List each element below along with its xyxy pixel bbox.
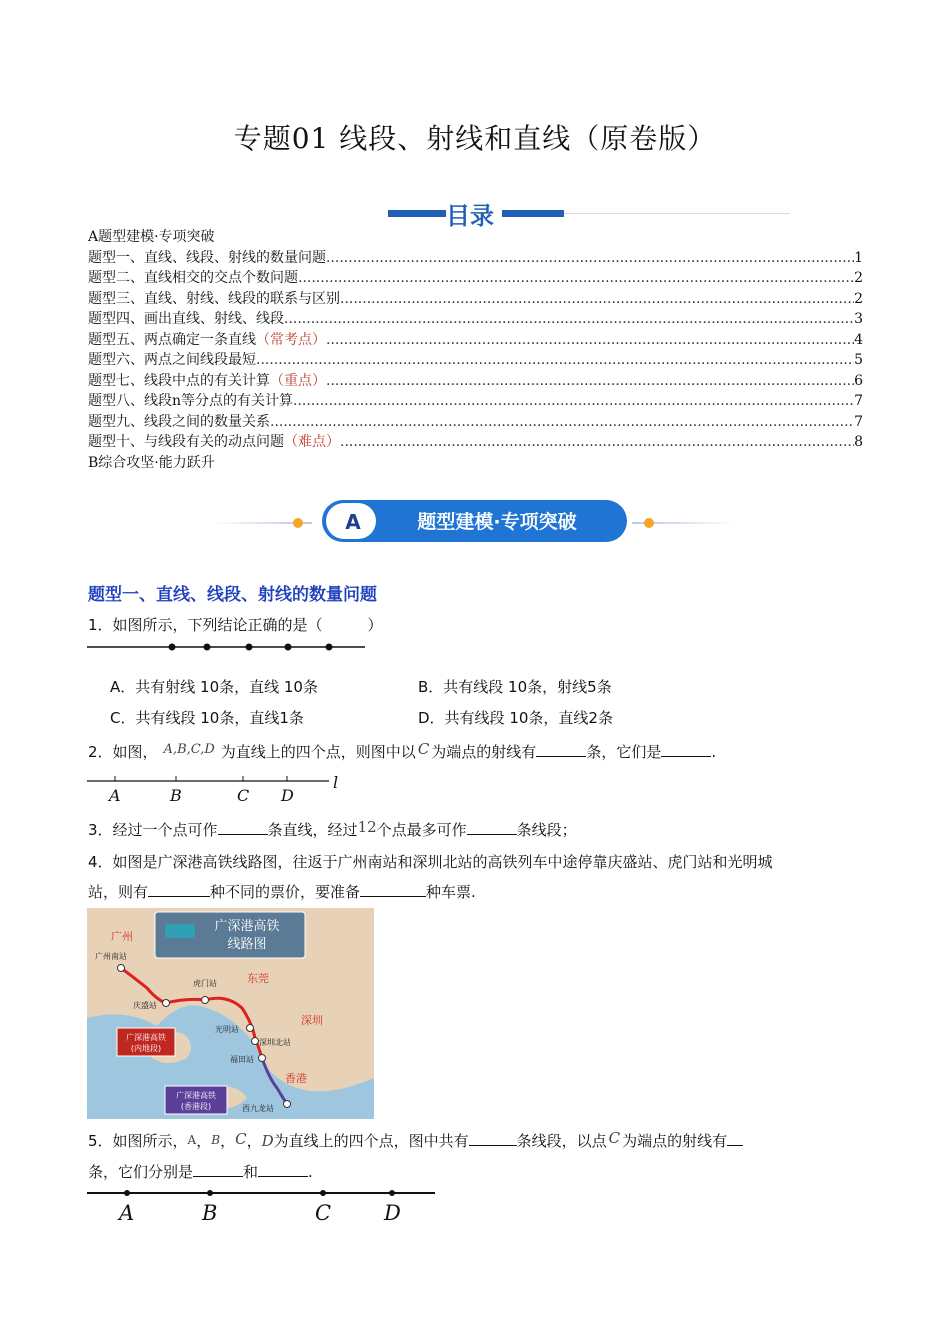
toc-item-leader [326,248,854,269]
toc-item-page: 2 [854,290,863,307]
q2-vars: A,B,C,D [163,742,215,757]
question-4-line-2 [88,881,476,902]
toc-heading-text: 目录 [446,202,494,230]
q2-line-figure [87,770,357,806]
toc-item-leader [293,391,854,412]
q1-line-figure [87,640,367,654]
toc-item[interactable] [88,330,863,351]
q2-blank-1[interactable] [536,742,586,757]
q1-option-b[interactable]: B．共有线段 10条，射线5条 [418,678,612,696]
q5-line-figure [87,1184,439,1226]
toc-item-leader [270,412,854,433]
toc-item[interactable] [88,391,863,412]
map-title-1: 广深港高铁 [214,919,280,934]
q4-mid: 种不同的票价，要准备 [210,883,361,901]
q2-mid: 为直线上的四个点，则图中以 [220,743,416,761]
toc-item[interactable] [88,289,863,310]
map-station-gm: 光明站 [215,1025,239,1034]
q5-b: B [211,1133,221,1147]
toc-item-page: 5 [854,352,863,368]
toc-item-leader [326,371,854,392]
toc-item-tag: （重点） [270,372,326,389]
q1-option-a[interactable]: A．共有射线 10条，直线 10条 [110,678,318,696]
q2-end: . [711,743,717,761]
section-title: 题型一、直线、线段、射线的数量问题 [88,585,377,605]
q5-point-label: B [202,1201,218,1225]
q2-point-label: B [170,786,182,805]
railway-map [87,908,374,1119]
toc-item-label: 题型三、直线、射线、线段的联系与区别 [88,290,340,307]
toc-item-page: 7 [854,413,863,430]
toc-item-tag: （难点） [284,434,340,450]
map-station-gzn: 广州南站 [95,952,127,961]
map-legend-2a: 广深港高铁 [176,1091,216,1100]
toc-item[interactable] [88,268,863,289]
map-station-xjl: 西九龙站 [242,1104,274,1113]
question-1-stem: 1．如图所示，下列结论正确的是（ ） [88,616,383,634]
q5-blank-4[interactable] [258,1162,308,1177]
map-station-ft: 福田站 [230,1055,254,1064]
toc-item-label: 题型十、与线段有关的动点问题 [88,434,284,450]
q3-num: 12 [357,818,377,836]
q5-mid: 为直线上的四个点，图中共有 [273,1132,469,1150]
toc-item[interactable] [88,309,863,330]
q1-option-c[interactable]: C．共有线段 10条，直线1条 [110,709,304,727]
question-2-stem [88,741,716,762]
q3-pre: 3．经过一个点可作 [88,821,218,839]
q2-c: C [417,740,430,758]
q5-point-label: A [119,1201,135,1225]
q2-pre: 2．如图， [88,743,158,761]
toc-item-label: 题型二、直线相交的交点个数问题 [88,270,298,286]
q5-a: A [187,1133,197,1147]
q2-post2: 条，它们是 [586,743,662,761]
toc-item-leader [284,309,854,330]
q3-mid: 条直线，经过 [267,821,358,839]
q4-end: 种车票. [426,883,476,901]
q3-mid2: 个点最多可作 [376,821,467,839]
toc-item-label: 题型一、直线、线段、射线的数量问题 [88,249,326,266]
q5-c: C [235,1130,247,1148]
toc-item-page: 3 [854,311,863,327]
map-city-hongkong: 香港 [285,1072,307,1085]
section-a-banner [212,497,737,547]
toc-item-page: 2 [854,270,863,286]
toc-item-page: 8 [854,434,863,450]
map-title-2: 线路图 [227,937,267,952]
toc-heading [388,196,564,230]
toc-item-label: 题型八、线段n等分点的有关计算 [88,393,294,409]
toc-bar-right [502,210,564,217]
q5-blank-1[interactable] [469,1131,517,1146]
q2-post: 为端点的射线有 [431,743,537,761]
toc-item-label: 题型四、画出直线、射线、线段 [88,311,284,327]
toc-item-tag: （常考点） [256,331,326,348]
map-station-qs: 庆盛站 [133,1001,157,1010]
question-5-line-2 [88,1161,313,1182]
toc-item[interactable] [88,412,863,433]
toc-item-label: 题型六、两点之间线段最短 [88,352,256,368]
toc-item-label: 题型五、两点确定一条直线 [88,331,256,348]
map-legend-2b: (香港段) [180,1102,212,1111]
q2-point-label: D [281,786,294,805]
q5-sep-3: ， [246,1132,262,1150]
toc-part-b[interactable]: B综合攻坚·能力跃升 [88,454,215,471]
toc-item-leader [256,350,854,371]
toc-bar-left [388,210,446,217]
toc-divider [560,213,790,214]
toc-item-leader [326,330,854,351]
toc-item-leader [340,289,854,310]
question-3-stem [88,819,577,840]
toc-item-label: 题型九、线段之间的数量关系 [88,413,270,430]
toc-item[interactable] [88,371,863,392]
map-city-dongguan: 东莞 [247,972,269,985]
map-station-hm: 虎门站 [193,979,217,988]
q3-blank-1[interactable] [218,820,268,835]
q3-end: 条线段； [516,821,577,839]
q5-end: . [308,1163,313,1181]
q4-blank-1[interactable] [148,882,210,897]
q5-mid3: 为端点的射线有 [622,1132,728,1150]
q2-point-label: C [237,786,250,805]
q5-point-label: D [384,1201,401,1225]
toc-item-page: 4 [854,331,863,348]
q4-blank-2[interactable] [360,882,426,897]
map-legend-1a: 广深港高铁 [126,1033,166,1042]
toc-item[interactable] [88,350,863,371]
q1-option-d[interactable]: D．共有线段 10条，直线2条 [418,709,613,727]
banner-letter: A [345,510,361,534]
q5-point-label: C [315,1201,332,1225]
toc-item-label: 题型七、线段中点的有关计算 [88,372,270,389]
question-4-line-1: 4．如图是广深港高铁线路图，往返于广州南站和深圳北站的高铁列车中途停靠庆盛站、虎门站和光明城 [88,853,773,871]
toc-item[interactable] [88,248,863,269]
q3-blank-2[interactable] [467,820,517,835]
q2-point-label: A [109,786,121,805]
map-station-szb: 深圳北站 [259,1038,291,1047]
page-title: 专题01 线段、射线和直线（原卷版） [233,122,717,155]
toc-item-leader [340,432,854,453]
q2-blank-2[interactable] [661,742,711,757]
toc-item-leader [298,268,854,289]
table-of-contents [88,227,863,473]
map-legend-1b: (内地段) [130,1044,162,1053]
map-city-guangzhou: 广州 [111,930,133,943]
q5-mid2: 条线段，以点 [516,1132,607,1150]
q5-and: 和 [243,1163,259,1181]
toc-item-page: 1 [854,249,863,266]
q5-blank-2[interactable] [727,1131,743,1146]
q5-sep-2: ， [220,1132,236,1150]
q4-pre: 站，则有 [88,883,149,901]
q5-blank-3[interactable] [193,1162,243,1177]
banner-text: 题型建模·专项突破 [417,511,577,533]
toc-part-a[interactable]: A题型建模·专项突破 [88,229,215,245]
q5-d: D [261,1132,274,1150]
q5-pre: 5．如图所示， [88,1132,188,1150]
toc-item[interactable] [88,432,863,453]
toc-item-page: 6 [854,372,863,389]
map-city-shenzhen: 深圳 [301,1014,323,1027]
toc-item-page: 7 [854,393,863,409]
q2-line-label: l [333,773,339,792]
q5-c2: C [608,1129,621,1147]
q5-line2-pre: 条，它们分别是 [88,1163,194,1181]
question-5-line-1 [88,1130,743,1151]
q5-sep-1: ， [196,1132,212,1150]
